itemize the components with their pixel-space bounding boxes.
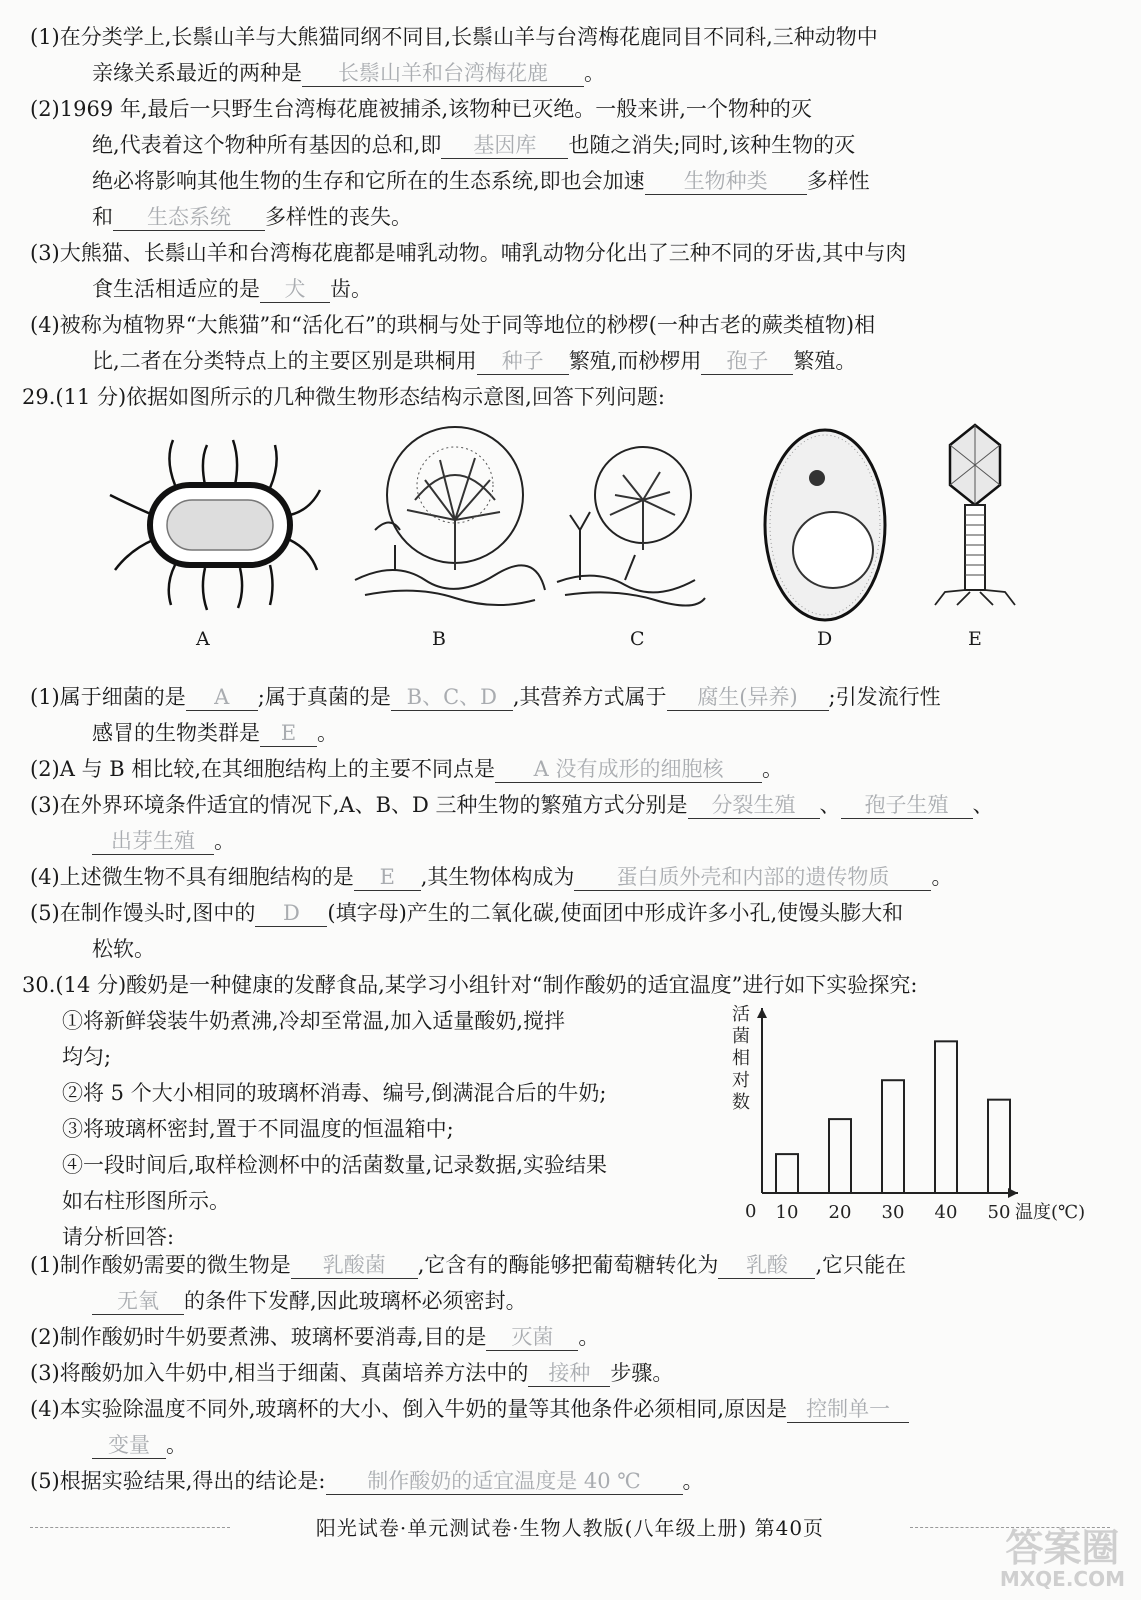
chart-bar <box>988 1100 1010 1193</box>
q30-part1-line1: (1)制作酸奶需要的微生物是 乳酸菌 ,它含有的酶能够把葡萄糖转化为 乳酸 ,它只能在 <box>30 1253 907 1277</box>
chart-bar <box>935 1041 957 1193</box>
figure-label-a: A <box>196 628 210 650</box>
q30-step2: ②将 5 个大小相同的玻璃杯消毒、编号,倒满混合后的牛奶; <box>62 1081 607 1105</box>
q30-part4-line1: (4)本实验除温度不同外,玻璃杯的大小、倒入牛奶的量等其他条件必须相同,原因是 控制单一 <box>30 1394 909 1424</box>
q28-part2-line4: 和 生态系统 多样性的丧失。 <box>92 205 412 229</box>
answer-blank[interactable]: 制作酸奶的适宜温度是 40 ℃ <box>326 1468 683 1495</box>
chart-x-tick-label: 30 <box>881 1202 905 1223</box>
q30-step4-line1: ④一段时间后,取样检测杯中的活菌数量,记录数据,实验结果 <box>62 1153 608 1177</box>
q29-part5-line1: (5)在制作馒头时,图中的 D (填字母)产生的二氧化碳,使面团中形成许多小孔,使馒头膨大和 <box>30 901 904 925</box>
q29-part2: (2)A 与 B 相比较,在其细胞结构上的主要不同点是 A 没有成形的细胞核 。 <box>30 757 784 781</box>
q29-part4: (4)上述微生物不具有细胞结构的是 E ,其生物体构成为 蛋白质外壳和内部的遗传物质 。 <box>30 865 953 889</box>
penicillium-mold-illustration <box>355 427 545 605</box>
answer-blank[interactable]: 生物种类 <box>645 168 807 195</box>
answer-blank[interactable]: 基因库 <box>441 132 568 159</box>
site-watermark <box>1000 1528 1125 1590</box>
microorganism-figures <box>95 420 1035 625</box>
figure-label-c: C <box>630 628 645 650</box>
watermark-line2: MXQE.COM <box>999 1567 1125 1591</box>
answer-blank[interactable]: 蛋白质外壳和内部的遗传物质 <box>574 864 931 891</box>
chart-x-tick-label: 40 <box>934 1202 958 1223</box>
answer-blank[interactable]: 出芽生殖 <box>92 828 214 855</box>
chart-x-tick-label: 10 <box>775 1202 799 1223</box>
answer-blank[interactable]: 变量 <box>92 1432 166 1459</box>
q29-part5-line2: 松软。 <box>92 937 155 961</box>
chart-y-axis-arrow <box>757 1008 767 1018</box>
q30-ask: 请分析回答: <box>62 1225 175 1249</box>
q28-part4-line1: (4)被称为植物界“大熊猫”和“活化石”的珙桐与处于同等地位的桫椤(一种古老的蕨类植物)相 <box>30 313 876 337</box>
chart-bar <box>776 1154 798 1193</box>
q30-step4-line2: 如右柱形图所示。 <box>62 1189 230 1213</box>
answer-blank[interactable]: 种子 <box>477 348 569 375</box>
q28-part4-line2: 比,二者在分类特点上的主要区别是珙桐用 种子 繁殖,而桫椤用 孢子 繁殖。 <box>92 349 857 373</box>
q28-part2-line1: (2)1969 年,最后一只野生台湾梅花鹿被捕杀,该物种已灭绝。一般来讲,一个物种的灭 <box>30 97 812 121</box>
bacteriophage-illustration <box>935 425 1015 605</box>
answer-blank[interactable]: 犬 <box>260 276 330 303</box>
chart-y-axis-label-char: 菌 <box>732 1026 750 1047</box>
answer-blank[interactable]: A <box>186 684 258 711</box>
answer-blank[interactable]: 生态系统 <box>113 204 265 231</box>
chart-x-tick-label: 50 <box>987 1202 1011 1223</box>
q30-stem: 30.(14 分)酸奶是一种健康的发酵食品,某学习小组针对“制作酸奶的适宜温度”进行如下实验探究: <box>22 973 918 997</box>
answer-blank[interactable]: 接种 <box>528 1360 610 1387</box>
q29-part3-line1: (3)在外界环境条件适宜的情况下,A、B、D 三种生物的繁殖方式分别是 分裂生殖 、 孢子生殖 、 <box>30 793 994 817</box>
q29-part1-line1: (1)属于细菌的是 A ;属于真菌的是 B、C、D ,其营养方式属于 腐生(异养) ;引发流行性 <box>30 685 941 709</box>
answer-blank[interactable]: E <box>354 864 421 891</box>
q29-part1-line2: 感冒的生物类群是 E 。 <box>92 721 338 745</box>
page-footer <box>30 1512 1110 1541</box>
q30-step3: ③将玻璃杯密封,置于不同温度的恒温箱中; <box>62 1117 454 1141</box>
q28-part3-line1: (3)大熊猫、长鬃山羊和台湾梅花鹿都是哺乳动物。哺乳动物分化出了三种不同的牙齿,其中与肉 <box>30 241 907 265</box>
q30-part3: (3)将酸奶加入牛奶中,相当于细菌、真菌培养方法中的 接种 步骤。 <box>30 1361 674 1385</box>
q29-part3-line2: 出芽生殖 。 <box>92 826 235 856</box>
q30-part2: (2)制作酸奶时牛奶要煮沸、玻璃杯要消毒,目的是 灭菌 。 <box>30 1325 600 1349</box>
chart-x-tick-label: 20 <box>828 1202 852 1223</box>
chart-y-axis-label <box>732 1004 750 1113</box>
answer-blank[interactable]: 长鬃山羊和台湾梅花鹿 <box>302 60 584 87</box>
answer-blank[interactable]: E <box>260 720 317 747</box>
q28-part1-line1: (1)在分类学上,长鬃山羊与大熊猫同纲不同目,长鬃山羊与台湾梅花鹿同目不同科,三种动物中 <box>30 25 878 49</box>
figure-label-d: D <box>817 628 833 650</box>
answer-blank[interactable]: 分裂生殖 <box>688 792 820 819</box>
answer-blank[interactable]: 灭菌 <box>486 1324 578 1351</box>
answer-blank[interactable]: 无氧 <box>92 1288 184 1315</box>
q28-part3-line2: 食生活相适应的是 犬 齿。 <box>92 277 372 301</box>
answer-blank[interactable]: A 没有成形的细胞核 <box>495 756 762 783</box>
answer-blank[interactable]: 控制单一 <box>787 1396 909 1423</box>
q29-stem: 29.(11 分)依据如图所示的几种微生物形态结构示意图,回答下列问题: <box>22 385 665 409</box>
bar-chart <box>728 1000 1086 1230</box>
answer-blank[interactable]: D <box>255 900 327 927</box>
answer-blank[interactable]: 乳酸 <box>718 1252 815 1279</box>
answer-blank[interactable]: B、C、D <box>391 684 513 711</box>
yeast-cell-illustration <box>765 430 885 620</box>
chart-y-axis-label-char: 对 <box>732 1070 750 1091</box>
q30-step1-line1: ①将新鲜袋装牛奶煮沸,冷却至常温,加入适量酸奶,搅拌 <box>62 1009 566 1033</box>
q30-part1-line2: 无氧 的条件下发酵,因此玻璃杯必须密封。 <box>92 1286 527 1316</box>
q28-part2-line3: 绝必将影响其他生物的生存和它所在的生态系统,即也会加速 生物种类 多样性 <box>92 169 870 193</box>
chart-y-axis-label-char: 相 <box>732 1048 750 1069</box>
q30-part4-line2: 变量 。 <box>92 1430 187 1460</box>
chart-origin-label: 0 <box>745 1201 757 1222</box>
q30-part5: (5)根据实验结果,得出的结论是: 制作酸奶的适宜温度是 40 ℃ 。 <box>30 1469 704 1493</box>
figure-label-e: E <box>968 628 982 650</box>
q28-part2-line2: 绝,代表着这个物种所有基因的总和,即 基因库 也随之消失;同时,该种生物的灭 <box>92 133 856 157</box>
chart-y-axis-label-char: 数 <box>732 1092 750 1113</box>
answer-blank[interactable]: 孢子生殖 <box>841 792 973 819</box>
answer-blank[interactable]: 乳酸菌 <box>291 1252 418 1279</box>
watermark-line1: 答案圈 <box>1005 1526 1120 1570</box>
chart-y-axis-label-char: 活 <box>732 1004 750 1025</box>
answer-blank[interactable]: 孢子 <box>701 348 793 375</box>
chart-bar <box>882 1080 904 1193</box>
chart-x-axis-label: 温度(℃) <box>1015 1202 1086 1223</box>
aspergillus-mold-illustration <box>557 447 705 606</box>
chart-bar <box>829 1119 851 1193</box>
q30-step1-line2: 均匀; <box>62 1045 112 1069</box>
answer-blank[interactable]: 腐生(异养) <box>667 684 829 711</box>
bacterium-illustration <box>110 440 320 610</box>
footer-text: 阳光试卷·单元测试卷·生物人教版(八年级上册) 第40页 <box>315 1516 825 1540</box>
q28-part1-line2: 亲缘关系最近的两种是 长鬃山羊和台湾梅花鹿 。 <box>92 61 605 85</box>
figure-label-b: B <box>432 628 446 650</box>
